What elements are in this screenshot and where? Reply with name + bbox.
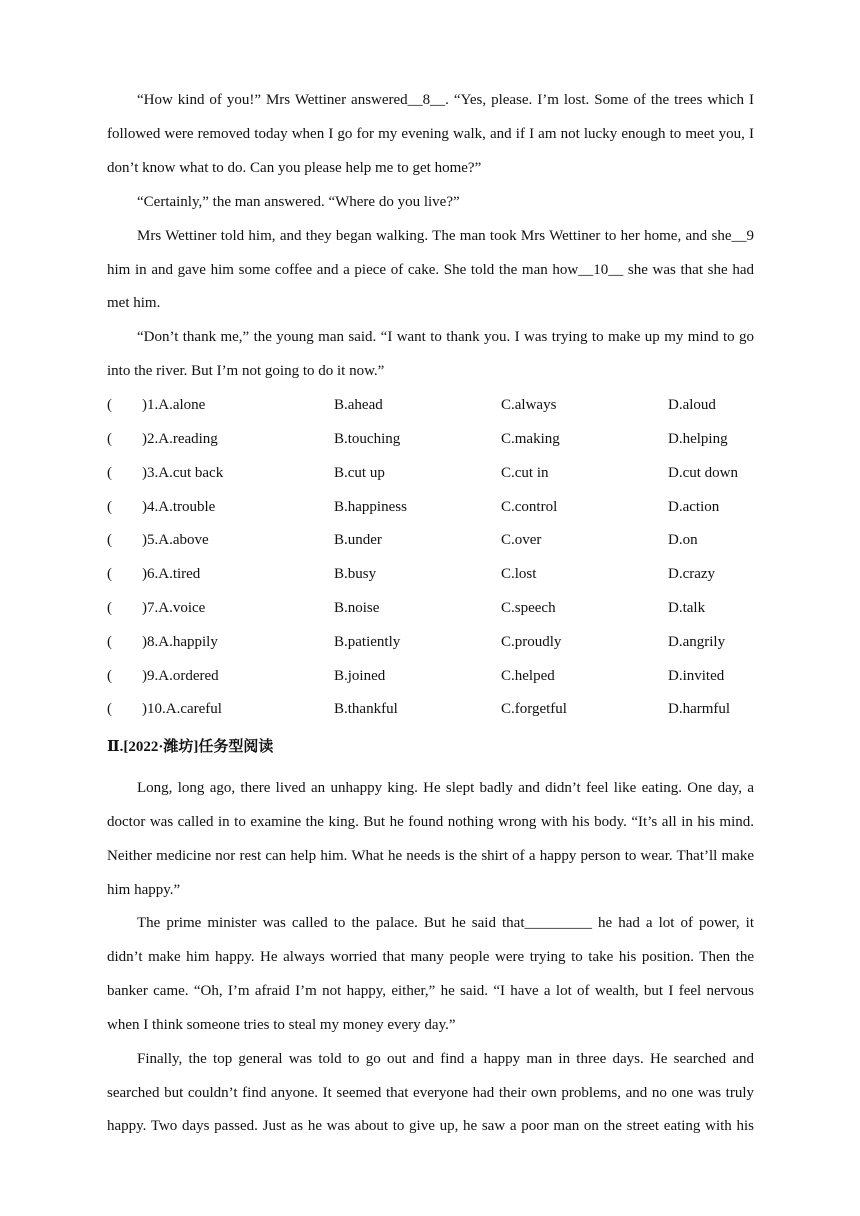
option-row	[107, 463, 754, 483]
question-1-option-b: B.ahead	[334, 397, 383, 413]
question-5-option-d: D.on	[668, 532, 698, 548]
passage2-line-10: searched but couldn’t find anyone. It seemed that everyone had their own problems, and no one was truly	[107, 1085, 754, 1101]
passage1-line-1: “How kind of you!” Mrs Wettiner answered__8__. “Yes, please. I’m lost. Some of the trees which I	[137, 92, 754, 108]
question-2-option-a: ( )2.A.reading	[107, 431, 218, 447]
question-6-option-b: B.busy	[334, 566, 377, 582]
option-row	[107, 632, 754, 652]
passage2-line-9: Finally, the top general was told to go out and find a happy man in three days. He searched and	[137, 1051, 754, 1067]
passage2-line-1: Long, long ago, there lived an unhappy king. He slept badly and didn’t feel like eating. One day, a	[137, 780, 754, 796]
question-4-option-b: B.happiness	[334, 499, 407, 515]
option-row	[107, 395, 754, 415]
passage2-line-4: him happy.”	[107, 882, 181, 898]
question-10-option-d: D.harmful	[668, 701, 731, 717]
passage2-line-5: The prime minister was called to the palace. But he said that_________ he had a lot of power, it	[137, 915, 754, 931]
passage2-line-2: doctor was called in to examine the king. But he found nothing wrong with his body. “It’s all in his mind.	[107, 814, 754, 830]
question-7-option-d: D.talk	[668, 600, 706, 616]
question-8-option-d: D.angrily	[668, 634, 726, 650]
passage1-line-5: Mrs Wettiner told him, and they began walking. The man took Mrs Wettiner to her home, and she__9	[137, 228, 754, 244]
option-row	[107, 699, 754, 719]
question-5-option-a: ( )5.A.above	[107, 532, 209, 548]
passage2-line-8: when I think someone tries to steal my money every day.”	[107, 1017, 456, 1033]
question-4-option-d: D.action	[668, 499, 720, 515]
question-3-option-b: B.cut up	[334, 465, 385, 481]
question-7-option-a: ( )7.A.voice	[107, 600, 206, 616]
section-heading: Ⅱ.[2022·潍坊]任务型阅读	[107, 739, 274, 755]
option-row	[107, 598, 754, 618]
passage1-line-4: “Certainly,” the man answered. “Where do you live?”	[137, 194, 460, 210]
passage2-line-3: Neither medicine nor rest can help him. What he needs is the shirt of a happy person to wear. That’ll make	[107, 848, 754, 864]
passage1-line-2: followed were removed today when I go for my evening walk, and if I am not lucky enough to meet you, I	[107, 126, 754, 142]
question-6-option-d: D.crazy	[668, 566, 716, 582]
question-2-option-d: D.helping	[668, 431, 728, 447]
question-4-option-c: C.control	[501, 499, 558, 515]
question-1-option-d: D.aloud	[668, 397, 716, 413]
question-10-option-b: B.thankful	[334, 701, 398, 717]
passage1-line-8: “Don’t thank me,” the young man said. “I want to thank you. I was trying to make up my mind to go	[137, 329, 754, 345]
option-row	[107, 530, 754, 550]
question-3-option-a: ( )3.A.cut back	[107, 465, 224, 481]
passage1-line-7: met him.	[107, 295, 161, 311]
option-row	[107, 666, 754, 686]
question-9-option-a: ( )9.A.ordered	[107, 668, 219, 684]
question-6-option-a: ( )6.A.tired	[107, 566, 201, 582]
question-1-option-c: C.always	[501, 397, 557, 413]
question-9-option-c: C.helped	[501, 668, 555, 684]
passage2-line-7: banker came. “Oh, I’m afraid I’m not happy, either,” he said. “I have a lot of wealth, but I feel nervous	[107, 983, 754, 999]
question-7-option-c: C.speech	[501, 600, 556, 616]
question-7-option-b: B.noise	[334, 600, 380, 616]
question-1-option-a: ( )1.A.alone	[107, 397, 206, 413]
passage1-line-9: into the river. But I’m not going to do it now.”	[107, 363, 385, 379]
passage2-line-6: didn’t make him happy. He always worried that many people were trying to take his position. Then the	[107, 949, 754, 965]
question-8-option-b: B.patiently	[334, 634, 401, 650]
question-2-option-b: B.touching	[334, 431, 401, 447]
passage1-line-6: him in and gave him some coffee and a piece of cake. She told the man how__10__ she was that she had	[107, 262, 754, 278]
question-4-option-a: ( )4.A.trouble	[107, 499, 216, 515]
option-row	[107, 564, 754, 584]
passage1-line-3: don’t know what to do. Can you please help me to get home?”	[107, 160, 482, 176]
question-9-option-d: D.invited	[668, 668, 725, 684]
question-2-option-c: C.making	[501, 431, 560, 447]
question-8-option-c: C.proudly	[501, 634, 562, 650]
question-5-option-c: C.over	[501, 532, 542, 548]
question-8-option-a: ( )8.A.happily	[107, 634, 218, 650]
question-3-option-d: D.cut down	[668, 465, 738, 481]
option-row	[107, 429, 754, 449]
question-6-option-c: C.lost	[501, 566, 537, 582]
question-10-option-c: C.forgetful	[501, 701, 567, 717]
question-5-option-b: B.under	[334, 532, 382, 548]
question-9-option-b: B.joined	[334, 668, 386, 684]
question-3-option-c: C.cut in	[501, 465, 549, 481]
passage2-line-11: happy. Two days passed. Just as he was about to give up, he saw a poor man on the street eating with his	[107, 1118, 754, 1134]
question-10-option-a: ( )10.A.careful	[107, 701, 222, 717]
option-row	[107, 497, 754, 517]
